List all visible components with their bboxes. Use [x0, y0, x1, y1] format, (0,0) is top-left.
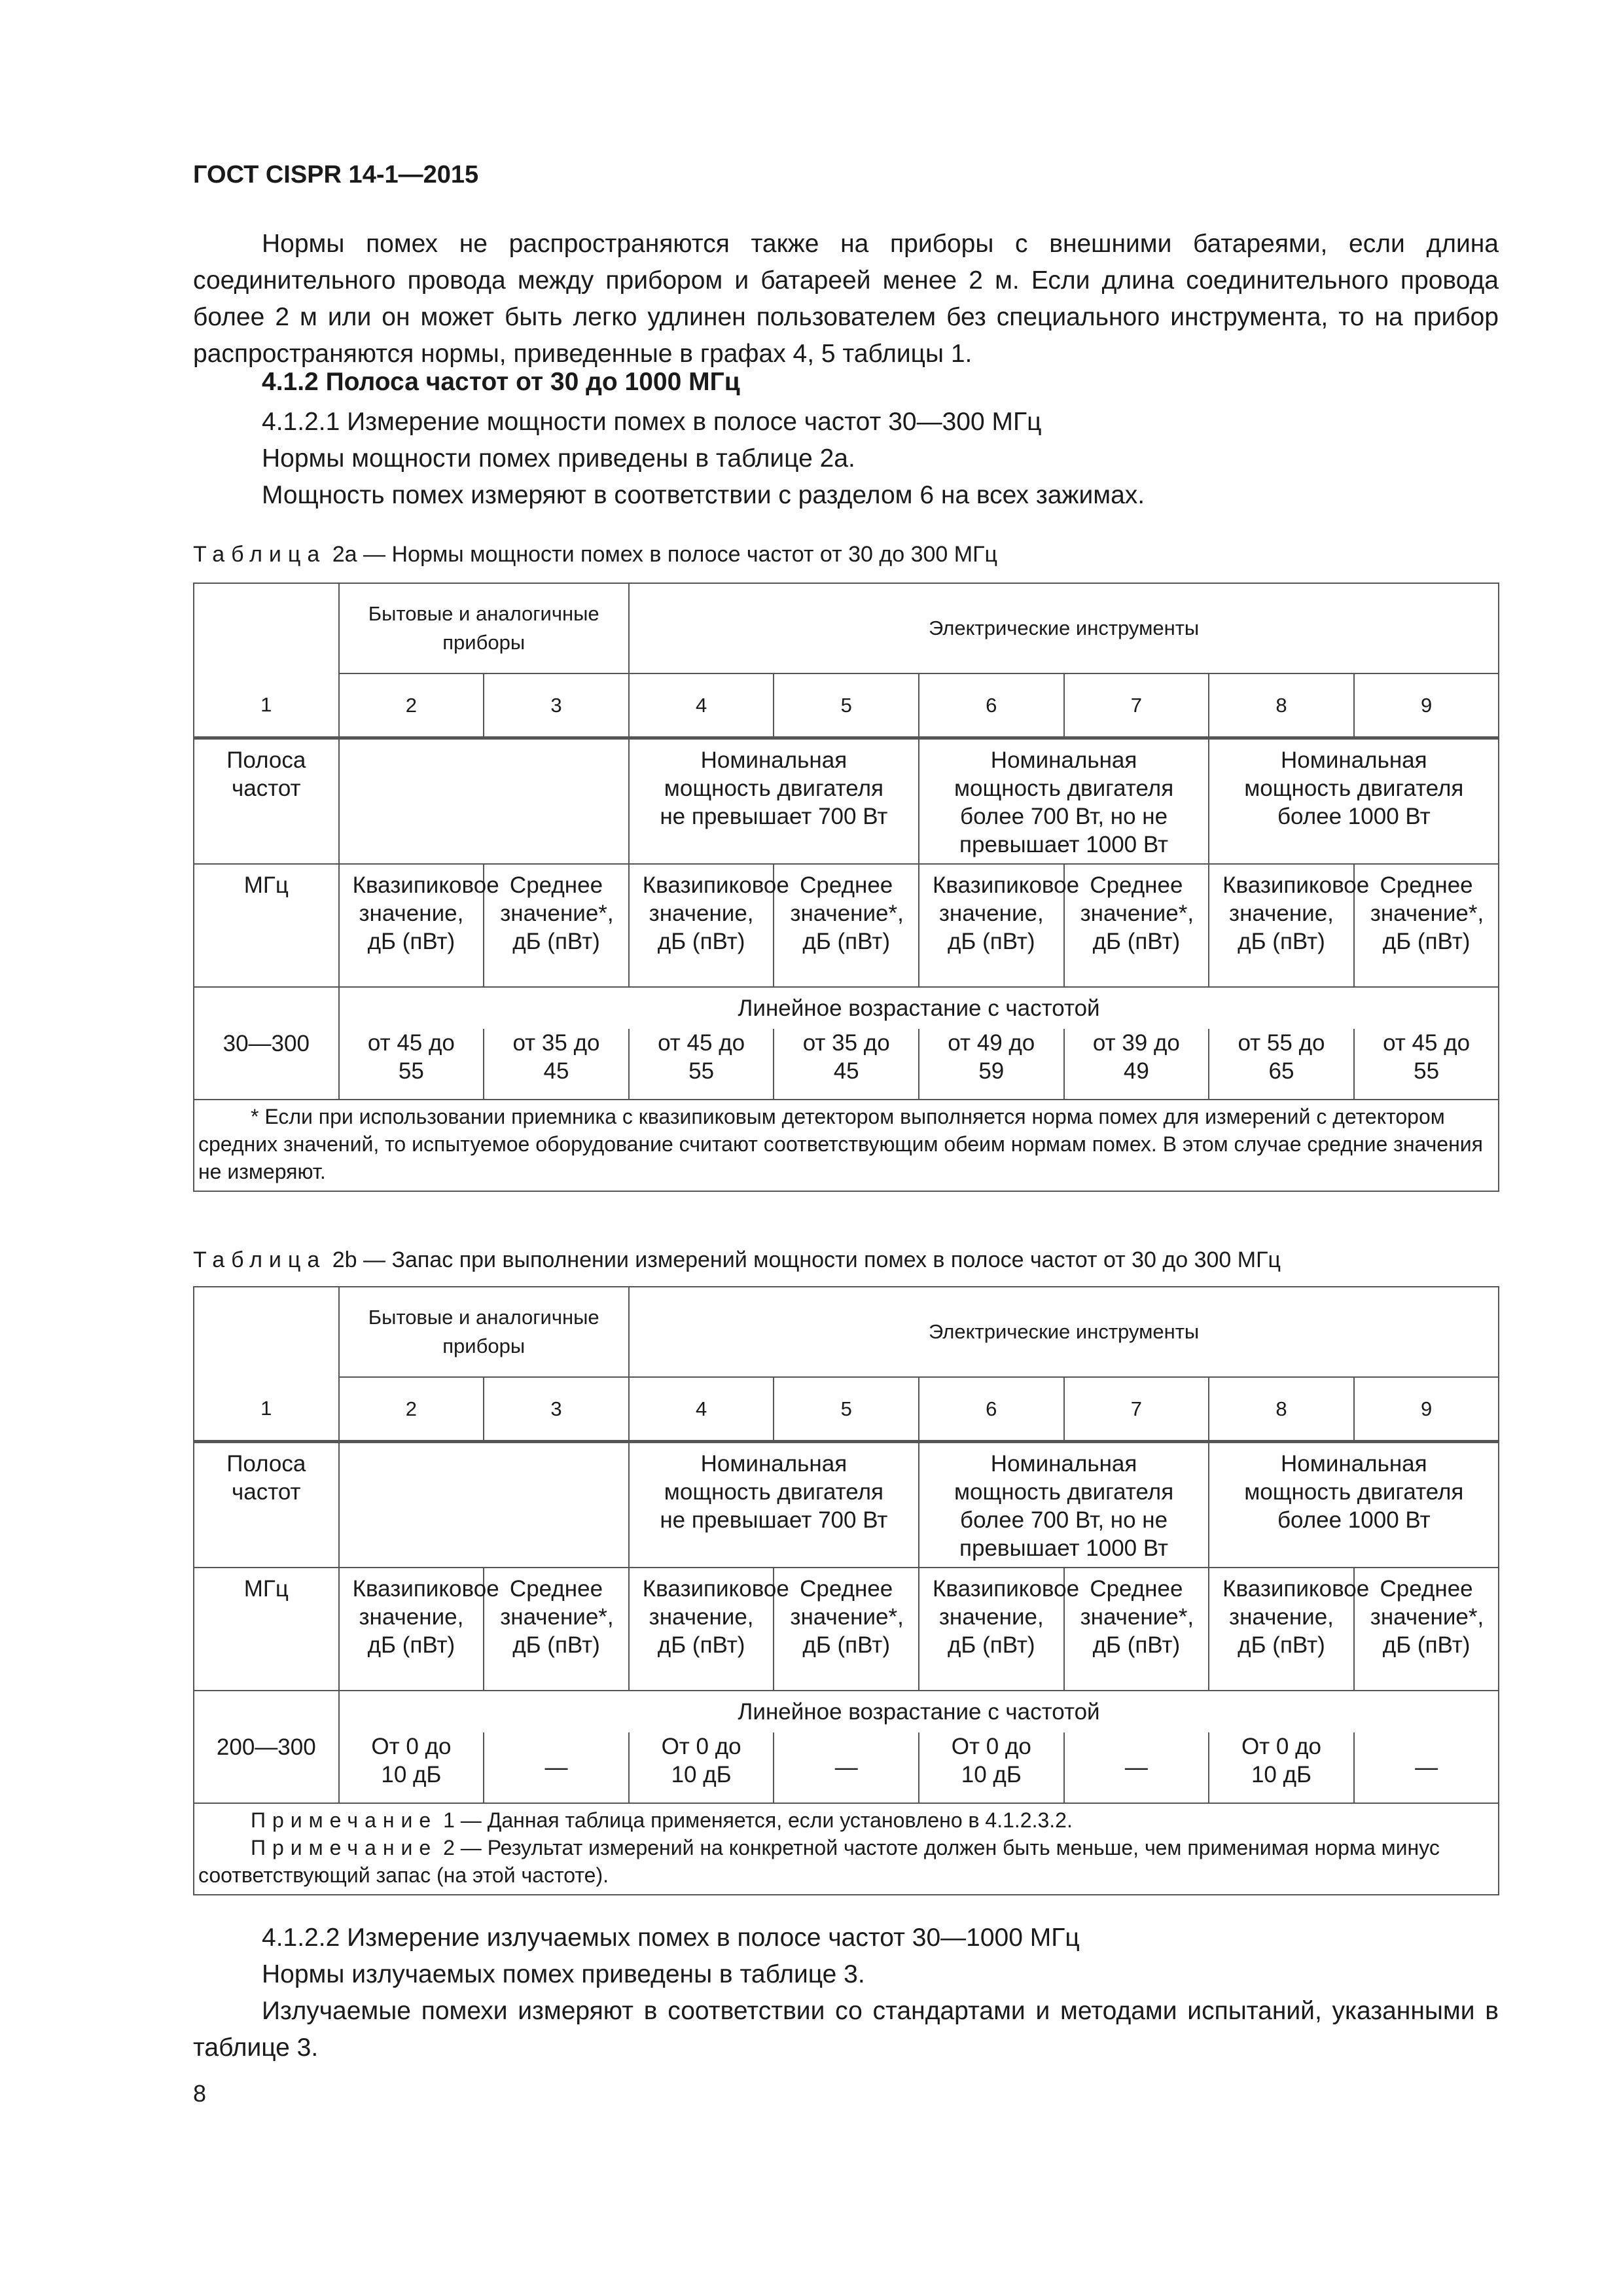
value-cell-dash: —	[1064, 1732, 1209, 1803]
measurement-line: Мощность помех измеряют в соответствии с разделом 6 на всех зажимах.	[262, 481, 1145, 509]
frequency-range-value: 200—300	[194, 1691, 339, 1803]
quasi-peak-header: Квазипиковое значение, дБ (пВт)	[629, 864, 774, 987]
power-up-to-700w: Номинальная мощность двигателя не превышает 700 Вт	[629, 738, 919, 864]
value-cell-dash: —	[1354, 1732, 1499, 1803]
frequency-band-label: Полоса частот	[194, 738, 339, 864]
linear-increase-note: Линейное возрастание с частотой	[339, 1691, 1499, 1732]
value-cell: От 0 до 10 дБ	[339, 1732, 484, 1803]
value-cell: От 0 до 10 дБ	[629, 1732, 774, 1803]
note-2	[198, 1834, 1494, 1889]
radiated-norms-line: Нормы излучаемых помех приведены в таблице 3.	[262, 1960, 865, 1988]
col-number: 2	[339, 673, 484, 738]
table-2b-notes	[194, 1803, 1499, 1895]
note-2-text: 2 — Результат измерений на конкретной частоте должен быть меньше, чем применимая норма минус соответствующий запас (на этой частоте).	[198, 1836, 1440, 1887]
col-number: 7	[1064, 673, 1209, 738]
quasi-peak-header: Квазипиковое значение, дБ (пВт)	[629, 1568, 774, 1691]
value-cell-dash: —	[774, 1732, 919, 1803]
col-number: 1	[194, 1377, 339, 1441]
quasi-peak-header: Квазипиковое значение, дБ (пВт)	[339, 864, 484, 987]
col-number: 6	[919, 1377, 1064, 1441]
document-header: ГОСТ CISPR 14-1—2015	[193, 161, 479, 188]
frequency-band-label: Полоса частот	[194, 1441, 339, 1568]
radiated-measure-paragraph: Излучаемые помехи измеряют в соответствии со стандартами и методами испытаний, указанными в таблице 3.	[193, 1997, 1499, 2062]
value-cell: от 35 до 45	[484, 1029, 629, 1100]
table-word: Таблица	[193, 1247, 327, 1272]
household-group-header: Бытовые и аналогичные приборы	[339, 1287, 629, 1377]
power-700-to-1000w: Номинальная мощность двигателя более 700 Вт, но не превышает 1000 Вт	[919, 738, 1209, 864]
quasi-peak-header: Квазипиковое значение, дБ (пВт)	[919, 864, 1064, 987]
value-cell: От 0 до 10 дБ	[1209, 1732, 1354, 1803]
power-700-to-1000w: Номинальная мощность двигателя более 700 Вт, но не превышает 1000 Вт	[919, 1441, 1209, 1568]
table-word: Таблица	[193, 542, 327, 567]
household-power-empty	[339, 1441, 629, 1568]
average-header: Среднее значение*, дБ (пВт)	[484, 864, 629, 987]
household-power-empty	[339, 738, 629, 864]
col-number: 5	[774, 1377, 919, 1441]
empty-corner-cell	[194, 583, 339, 673]
average-header: Среднее значение*, дБ (пВт)	[1064, 1568, 1209, 1691]
table-2a-footnote	[194, 1100, 1499, 1191]
col-number: 4	[629, 673, 774, 738]
table-2b-title: 2b — Запас при выполнении измерений мощности помех в полосе частот от 30 до 300 МГц	[332, 1247, 1281, 1272]
page-number: 8	[193, 2080, 207, 2107]
clause-4-1-2-2: 4.1.2.2 Измерение излучаемых помех в полосе частот 30—1000 МГц	[262, 1924, 1080, 1952]
col-number: 9	[1354, 673, 1499, 738]
note-1	[198, 1806, 1494, 1834]
power-over-1000w: Номинальная мощность двигателя более 1000 Вт	[1209, 738, 1499, 864]
value-cell-dash: —	[484, 1732, 629, 1803]
average-header: Среднее значение*, дБ (пВт)	[1064, 864, 1209, 987]
tools-group-header: Электрические инструменты	[629, 1287, 1499, 1377]
norms-reference-line: Нормы мощности помех приведены в таблице 2а.	[262, 444, 855, 473]
linear-increase-note: Линейное возрастание с частотой	[339, 987, 1499, 1029]
table-2a	[193, 583, 1499, 1192]
note-word: Примечание	[251, 1808, 438, 1832]
col-number: 3	[484, 1377, 629, 1441]
average-header: Среднее значение*, дБ (пВт)	[1354, 864, 1499, 987]
col-number: 9	[1354, 1377, 1499, 1441]
value-cell: от 35 до 45	[774, 1029, 919, 1100]
col-number: 2	[339, 1377, 484, 1441]
average-header: Среднее значение*, дБ (пВт)	[774, 1568, 919, 1691]
table-2a-title: 2а — Нормы мощности помех в полосе частот от 30 до 300 МГц	[332, 542, 997, 567]
value-cell: От 0 до 10 дБ	[919, 1732, 1064, 1803]
quasi-peak-header: Квазипиковое значение, дБ (пВт)	[919, 1568, 1064, 1691]
intro-paragraph: Нормы помех не распространяются также на приборы с внешними батареями, если длина соединительного провода между прибором и батареей менее 2 м. Если длина соединительного провода более 2 м или он может быть легко удлинен пользователем без специального инструмента, то на прибор распространяются нормы, приведенные в графах 4, 5 таблицы 1.	[193, 230, 1499, 368]
col-number: 7	[1064, 1377, 1209, 1441]
col-number: 4	[629, 1377, 774, 1441]
tools-group-header: Электрические инструменты	[629, 583, 1499, 673]
household-group-header: Бытовые и аналогичные приборы	[339, 583, 629, 673]
table-2a-caption	[193, 542, 997, 567]
unit-mhz: МГц	[194, 1568, 339, 1691]
col-number: 8	[1209, 673, 1354, 738]
col-number: 5	[774, 673, 919, 738]
value-cell: от 45 до 55	[339, 1029, 484, 1100]
average-header: Среднее значение*, дБ (пВт)	[1354, 1568, 1499, 1691]
col-number: 1	[194, 673, 339, 738]
average-header: Среднее значение*, дБ (пВт)	[484, 1568, 629, 1691]
unit-mhz: МГц	[194, 864, 339, 987]
empty-corner-cell	[194, 1287, 339, 1377]
value-cell: от 45 до 55	[1354, 1029, 1499, 1100]
power-over-1000w: Номинальная мощность двигателя более 1000 Вт	[1209, 1441, 1499, 1568]
table-2b	[193, 1286, 1499, 1895]
value-cell: от 49 до 59	[919, 1029, 1064, 1100]
average-header: Среднее значение*, дБ (пВт)	[774, 864, 919, 987]
col-number: 3	[484, 673, 629, 738]
note-word: Примечание	[251, 1836, 438, 1859]
value-cell: от 39 до 49	[1064, 1029, 1209, 1100]
power-up-to-700w: Номинальная мощность двигателя не превышает 700 Вт	[629, 1441, 919, 1568]
value-cell: от 45 до 55	[629, 1029, 774, 1100]
footnote-text: * Если при использовании приемника с квазипиковым детектором выполняется норма помех для измерений с детектором средних значений, то испытуемое оборудование считают соответствующим обеим нормам помех. В этом случае средние значения не измеряют.	[198, 1105, 1483, 1183]
clause-4-1-2-1: 4.1.2.1 Измерение мощности помех в полосе частот 30—300 МГц	[262, 408, 1042, 436]
section-heading-4-1-2: 4.1.2 Полоса частот от 30 до 1000 МГц	[262, 368, 740, 396]
col-number: 6	[919, 673, 1064, 738]
frequency-range-value: 30—300	[194, 987, 339, 1100]
table-2b-caption	[193, 1247, 1281, 1273]
quasi-peak-header: Квазипиковое значение, дБ (пВт)	[339, 1568, 484, 1691]
col-number: 8	[1209, 1377, 1354, 1441]
quasi-peak-header: Квазипиковое значение, дБ (пВт)	[1209, 864, 1354, 987]
note-1-text: 1 — Данная таблица применяется, если установлено в 4.1.2.3.2.	[443, 1808, 1073, 1832]
value-cell: от 55 до 65	[1209, 1029, 1354, 1100]
quasi-peak-header: Квазипиковое значение, дБ (пВт)	[1209, 1568, 1354, 1691]
